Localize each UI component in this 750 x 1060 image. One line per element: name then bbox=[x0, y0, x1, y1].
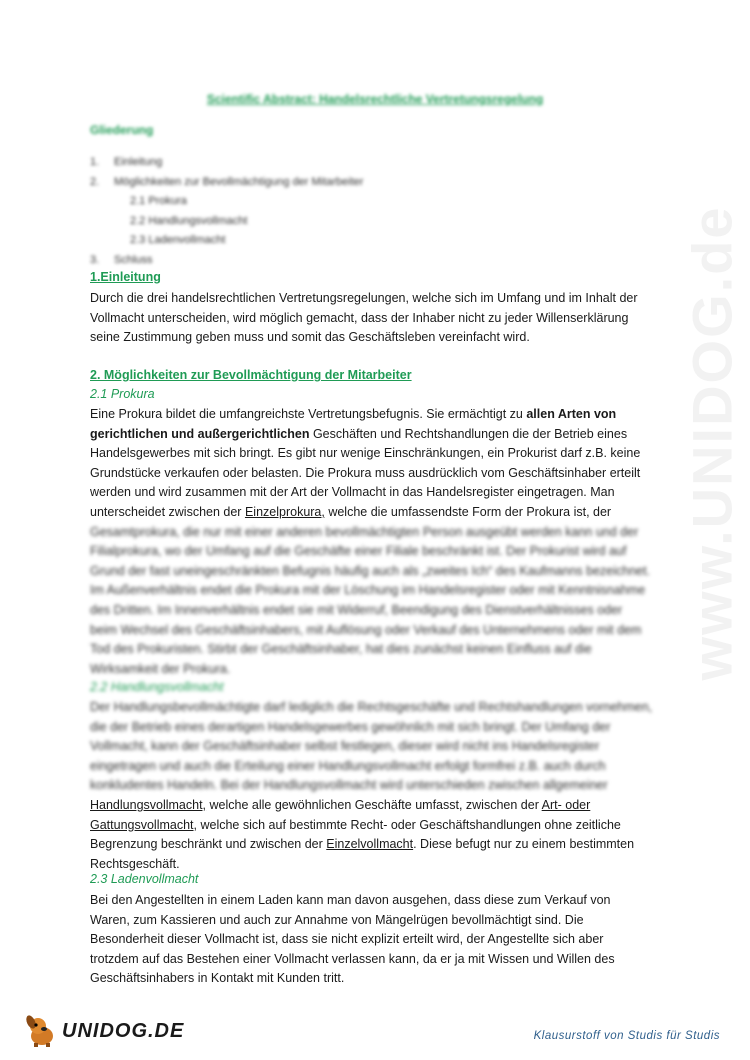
blurred-text: Der Handlungsbevollmächtigte darf lediglich die Rechtsgeschäfte und Rechtshandlungen vornehmen, die der Betrieb eines derartigen Handelsgewerbes gewöhnlich mit sich bringt. Der Umfang der Vollmacht, kann der Geschäftsinhaber selbst festlegen, dieser wird nicht ins Handelsregister eingetragen und auch die Erteilung einer Handlungsvollmacht erfolgt formfrei z.B. auch durch konkludentes Handeln. Bei der Handlungsvollmacht wird unterschieden zwischen allgemeiner bbox=[90, 700, 653, 793]
prokura-paragraph: Eine Prokura bildet die umfangreichste Vertretungsbefugnis. Sie ermächtigt zu allen Arten von gerichtlichen und außergerichtlichen Geschäften und Rechtshandlungen die der Betrieb eines Handelsgewerbes mit sich bringt. Es gibt nur wenige Einschränkungen, ein Prokurist darf z.B. keine Grundstücke verkaufen oder belasten. Die Prokura muss ausdrücklich vom Geschäftsinhaber erteilt werden und wird zusammen mit der Art der Vollmacht in das Handelsregister eingetragen. Man unterscheidet zwischen der Einzelprokura, welche die umfassendste Form der Prokura ist, der Gesamtprokura, die nur mit einer anderen bevollmächtigten Person ausgeübt werden kann und der Filialprokura, wo der Umfang auf die Geschäfte einer Filiale beschränkt ist. Der Prokurist wird auf Grund der fast uneingeschränkten Befugnis häufig auch als „zweites Ich“ des Kaufmanns bezeichnet. Im Außenverhältnis endet die Prokura mit der Löschung im Handelsregister oder mit Kenntnisnahme des Dritten. Im Innenverhältnis endet sie mit Widerruf, Beendigung des Dienstverhältnisses oder beim Wechsel des Geschäftsinhabers, mit Auflösung oder Verkauf des Unternehmens oder mit dem Tod des Prokuristen. Stirbt der Geschäftsinhaber, hat dies zunächst keinen Einfluss auf die Wirksamkeit der Prokura. bbox=[90, 405, 660, 679]
handlungsvollmacht-paragraph: Der Handlungsbevollmächtigte darf lediglich die Rechtsgeschäfte und Rechtshandlungen vornehmen, die der Betrieb eines derartigen Handelsgewerbes gewöhnlich mit sich bringt. Der Umfang der Vollmacht, kann der Geschäftsinhaber selbst festlegen, dieser wird nicht ins Handelsregister eingetragen und auch die Erteilung einer Handlungsvollmacht erfolgt formfrei z.B. auch durch konkludentes Handeln. Bei der Handlungsvollmacht wird unterschieden zwischen allgemeiner Handlungsvollmacht, welche alle gewöhnlichen Geschäfte umfasst, zwischen der Art- oder Gattungsvollmacht, welche sich auf bestimmte Recht- oder Geschäftshandlungen ohne zeitliche Begrenzung beschränkt und zwischen der Einzelvollmacht. Diese befugt nur zu einem bestimmten Rechtsgeschäft. bbox=[90, 698, 660, 874]
subsection-heading-handlungsvollmacht: 2.2 Handlungsvollmacht bbox=[90, 680, 224, 694]
toc-item: 2.3 Ladenvollmacht bbox=[130, 234, 226, 246]
unidog-logo bbox=[24, 1014, 184, 1048]
toc-item: 2.2 Handlungsvollmacht bbox=[130, 214, 248, 227]
section-heading-moeglichkeiten: 2. Möglichkeiten zur Bevollmächtigung der Mitarbeiter bbox=[90, 368, 412, 382]
toc-item: 2. Möglichkeiten zur Bevollmächtigung der Mitarbeiter bbox=[90, 175, 364, 188]
einleitung-paragraph: Durch die drei handelsrechtlichen Vertretungsregelungen, welche sich im Umfang und im Inhalt der Vollmacht unterscheiden, wird möglich gemacht, dass der Inhaber nicht zu jeder Willenserklärung seine Zustimmung geben muss und somit das Geschäftsleben vereinfacht wird. bbox=[90, 291, 638, 345]
ladenvollmacht-paragraph: Bei den Angestellten in einem Laden kann man davon ausgehen, dass diese zum Verkauf von Waren, zum Kassieren und auch zur Annahme von Mängelrügen bevollmächtigt sind. Die Besonderheit dieser Vollmacht ist, dass sie nicht explizit erteilt wird, der Angestellte sich aber trotzdem auf das Bestehen einer Vollmacht verlassen kann, da er ja mit Wissen und Willen des Geschäftsinhabers in Kontakt mit Kunden tritt. bbox=[90, 893, 615, 986]
footer-slogan: Klausurstoff von Studis für Studis bbox=[533, 1030, 720, 1042]
toc-heading: Gliederung bbox=[90, 123, 154, 137]
toc-item: 1. Einleitung bbox=[90, 156, 163, 168]
document-title: Scientific Abstract: Handelsrechtliche Vertretungsregelung bbox=[206, 92, 544, 106]
subsection-heading-ladenvollmacht: 2.3 Ladenvollmacht bbox=[90, 872, 199, 886]
toc-item: 2.1 Prokura bbox=[130, 195, 187, 207]
subsection-heading-prokura: 2.1 Prokura bbox=[90, 387, 155, 401]
toc-item: 3. Schluss bbox=[90, 253, 153, 266]
logo-text: UNIDOG.DE bbox=[62, 1019, 185, 1042]
section-heading-einleitung: 1.Einleitung bbox=[90, 270, 161, 284]
blurred-text: Gesamtprokura, die nur mit einer anderen bevollmächtigten Person ausgeübt werden kann und der Filialprokura, wo der Umfang auf die Geschäfte einer Filiale beschränkt ist. Der Prokurist wird auf Grund der fast uneingeschränkten Befugnis häufig auch als „zweites Ich“ des Kaufmanns bezeichnet. Im Außenverhältnis endet die Prokura mit der Löschung im Handelsregister oder mit Kenntnisnahme des Dritten. Im Innenverhältnis endet sie mit Widerruf, Beendigung des Dienstverhältnisses oder beim Wechsel des Geschäftsinhabers, mit Auflösung oder Verkauf des Unternehmens oder mit dem Tod des Prokuristen. Stirbt der Geschäftsinhaber, hat dies zunächst keinen Einfluss auf die Wirksamkeit der Prokura. bbox=[90, 524, 651, 676]
table-of-contents bbox=[90, 153, 363, 270]
dog-icon bbox=[24, 1014, 60, 1048]
watermark: www.UNIDOG.de bbox=[680, 205, 744, 681]
